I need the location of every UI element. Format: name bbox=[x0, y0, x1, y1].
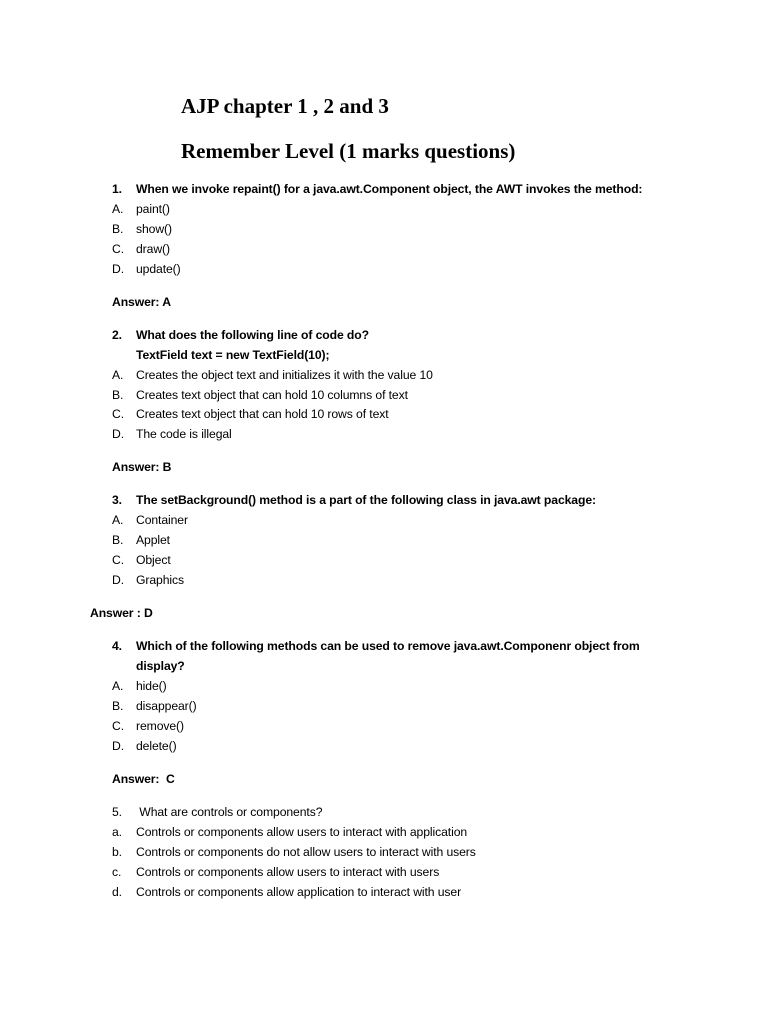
option-label: C. bbox=[112, 407, 124, 421]
option-text: Controls or components do not allow users to interact with users bbox=[136, 845, 476, 859]
option-text: delete() bbox=[136, 739, 177, 753]
option-text: Creates text object that can hold 10 rows of text bbox=[136, 407, 389, 421]
option-text: Creates the object text and initializes it with the value 10 bbox=[136, 368, 433, 382]
option-text: disappear() bbox=[136, 699, 197, 713]
option-text: Applet bbox=[136, 533, 170, 547]
option-text: remove() bbox=[136, 719, 184, 733]
question-text: What are controls or components? bbox=[136, 805, 323, 819]
option-label: D. bbox=[112, 262, 124, 276]
question-text: The setBackground() method is a part of the following class in java.awt package: bbox=[136, 493, 596, 507]
option-text: draw() bbox=[136, 242, 170, 256]
option-text: hide() bbox=[136, 679, 167, 693]
option-label: C. bbox=[112, 553, 124, 567]
option-label: C. bbox=[112, 242, 124, 256]
option-label: c. bbox=[112, 865, 122, 879]
question-number: 2. bbox=[112, 328, 122, 342]
option-label: a. bbox=[112, 825, 122, 839]
option-text: update() bbox=[136, 262, 181, 276]
question-number: 4. bbox=[112, 639, 122, 653]
option-text: Creates text object that can hold 10 columns of text bbox=[136, 388, 408, 402]
option-label: D. bbox=[112, 427, 124, 441]
code-line: TextField text = new TextField(10); bbox=[136, 348, 330, 362]
question-number: 3. bbox=[112, 493, 122, 507]
option-text: Container bbox=[136, 513, 188, 527]
option-text: paint() bbox=[136, 202, 170, 216]
page-subtitle: Remember Level (1 marks questions) bbox=[181, 139, 516, 163]
option-text: Controls or components allow users to interact with application bbox=[136, 825, 468, 839]
answer-text: Answer: B bbox=[112, 460, 172, 474]
option-label: D. bbox=[112, 573, 124, 587]
option-text: Controls or components allow application to interact with user bbox=[136, 885, 462, 899]
option-label: A. bbox=[112, 202, 124, 216]
question-number: 1. bbox=[112, 182, 122, 196]
option-label: D. bbox=[112, 739, 124, 753]
option-label: A. bbox=[112, 513, 124, 527]
question-text: What does the following line of code do? bbox=[136, 328, 369, 342]
option-label: b. bbox=[112, 845, 122, 859]
question-number: 5. bbox=[112, 805, 122, 819]
option-text: Object bbox=[136, 553, 171, 567]
option-text: Controls or components allow users to interact with users bbox=[136, 865, 440, 879]
answer-text: Answer: A bbox=[112, 295, 171, 309]
question-text: Which of the following methods can be used to remove java.awt.Componenr object from bbox=[136, 639, 640, 653]
option-text: Graphics bbox=[136, 573, 184, 587]
option-text: The code is illegal bbox=[136, 427, 232, 441]
option-label: B. bbox=[112, 533, 124, 547]
answer-text: Answer: C bbox=[112, 772, 175, 786]
option-label: C. bbox=[112, 719, 124, 733]
option-label: B. bbox=[112, 222, 124, 236]
option-label: B. bbox=[112, 699, 124, 713]
option-label: d. bbox=[112, 885, 122, 899]
option-label: A. bbox=[112, 368, 124, 382]
option-label: B. bbox=[112, 388, 124, 402]
page-title: AJP chapter 1 , 2 and 3 bbox=[181, 94, 389, 118]
question-text: When we invoke repaint() for a java.awt.Component object, the AWT invokes the method: bbox=[136, 182, 643, 196]
option-label: A. bbox=[112, 679, 124, 693]
question-text-continued: display? bbox=[136, 659, 185, 673]
option-text: show() bbox=[136, 222, 172, 236]
answer-text: Answer : D bbox=[90, 606, 153, 620]
